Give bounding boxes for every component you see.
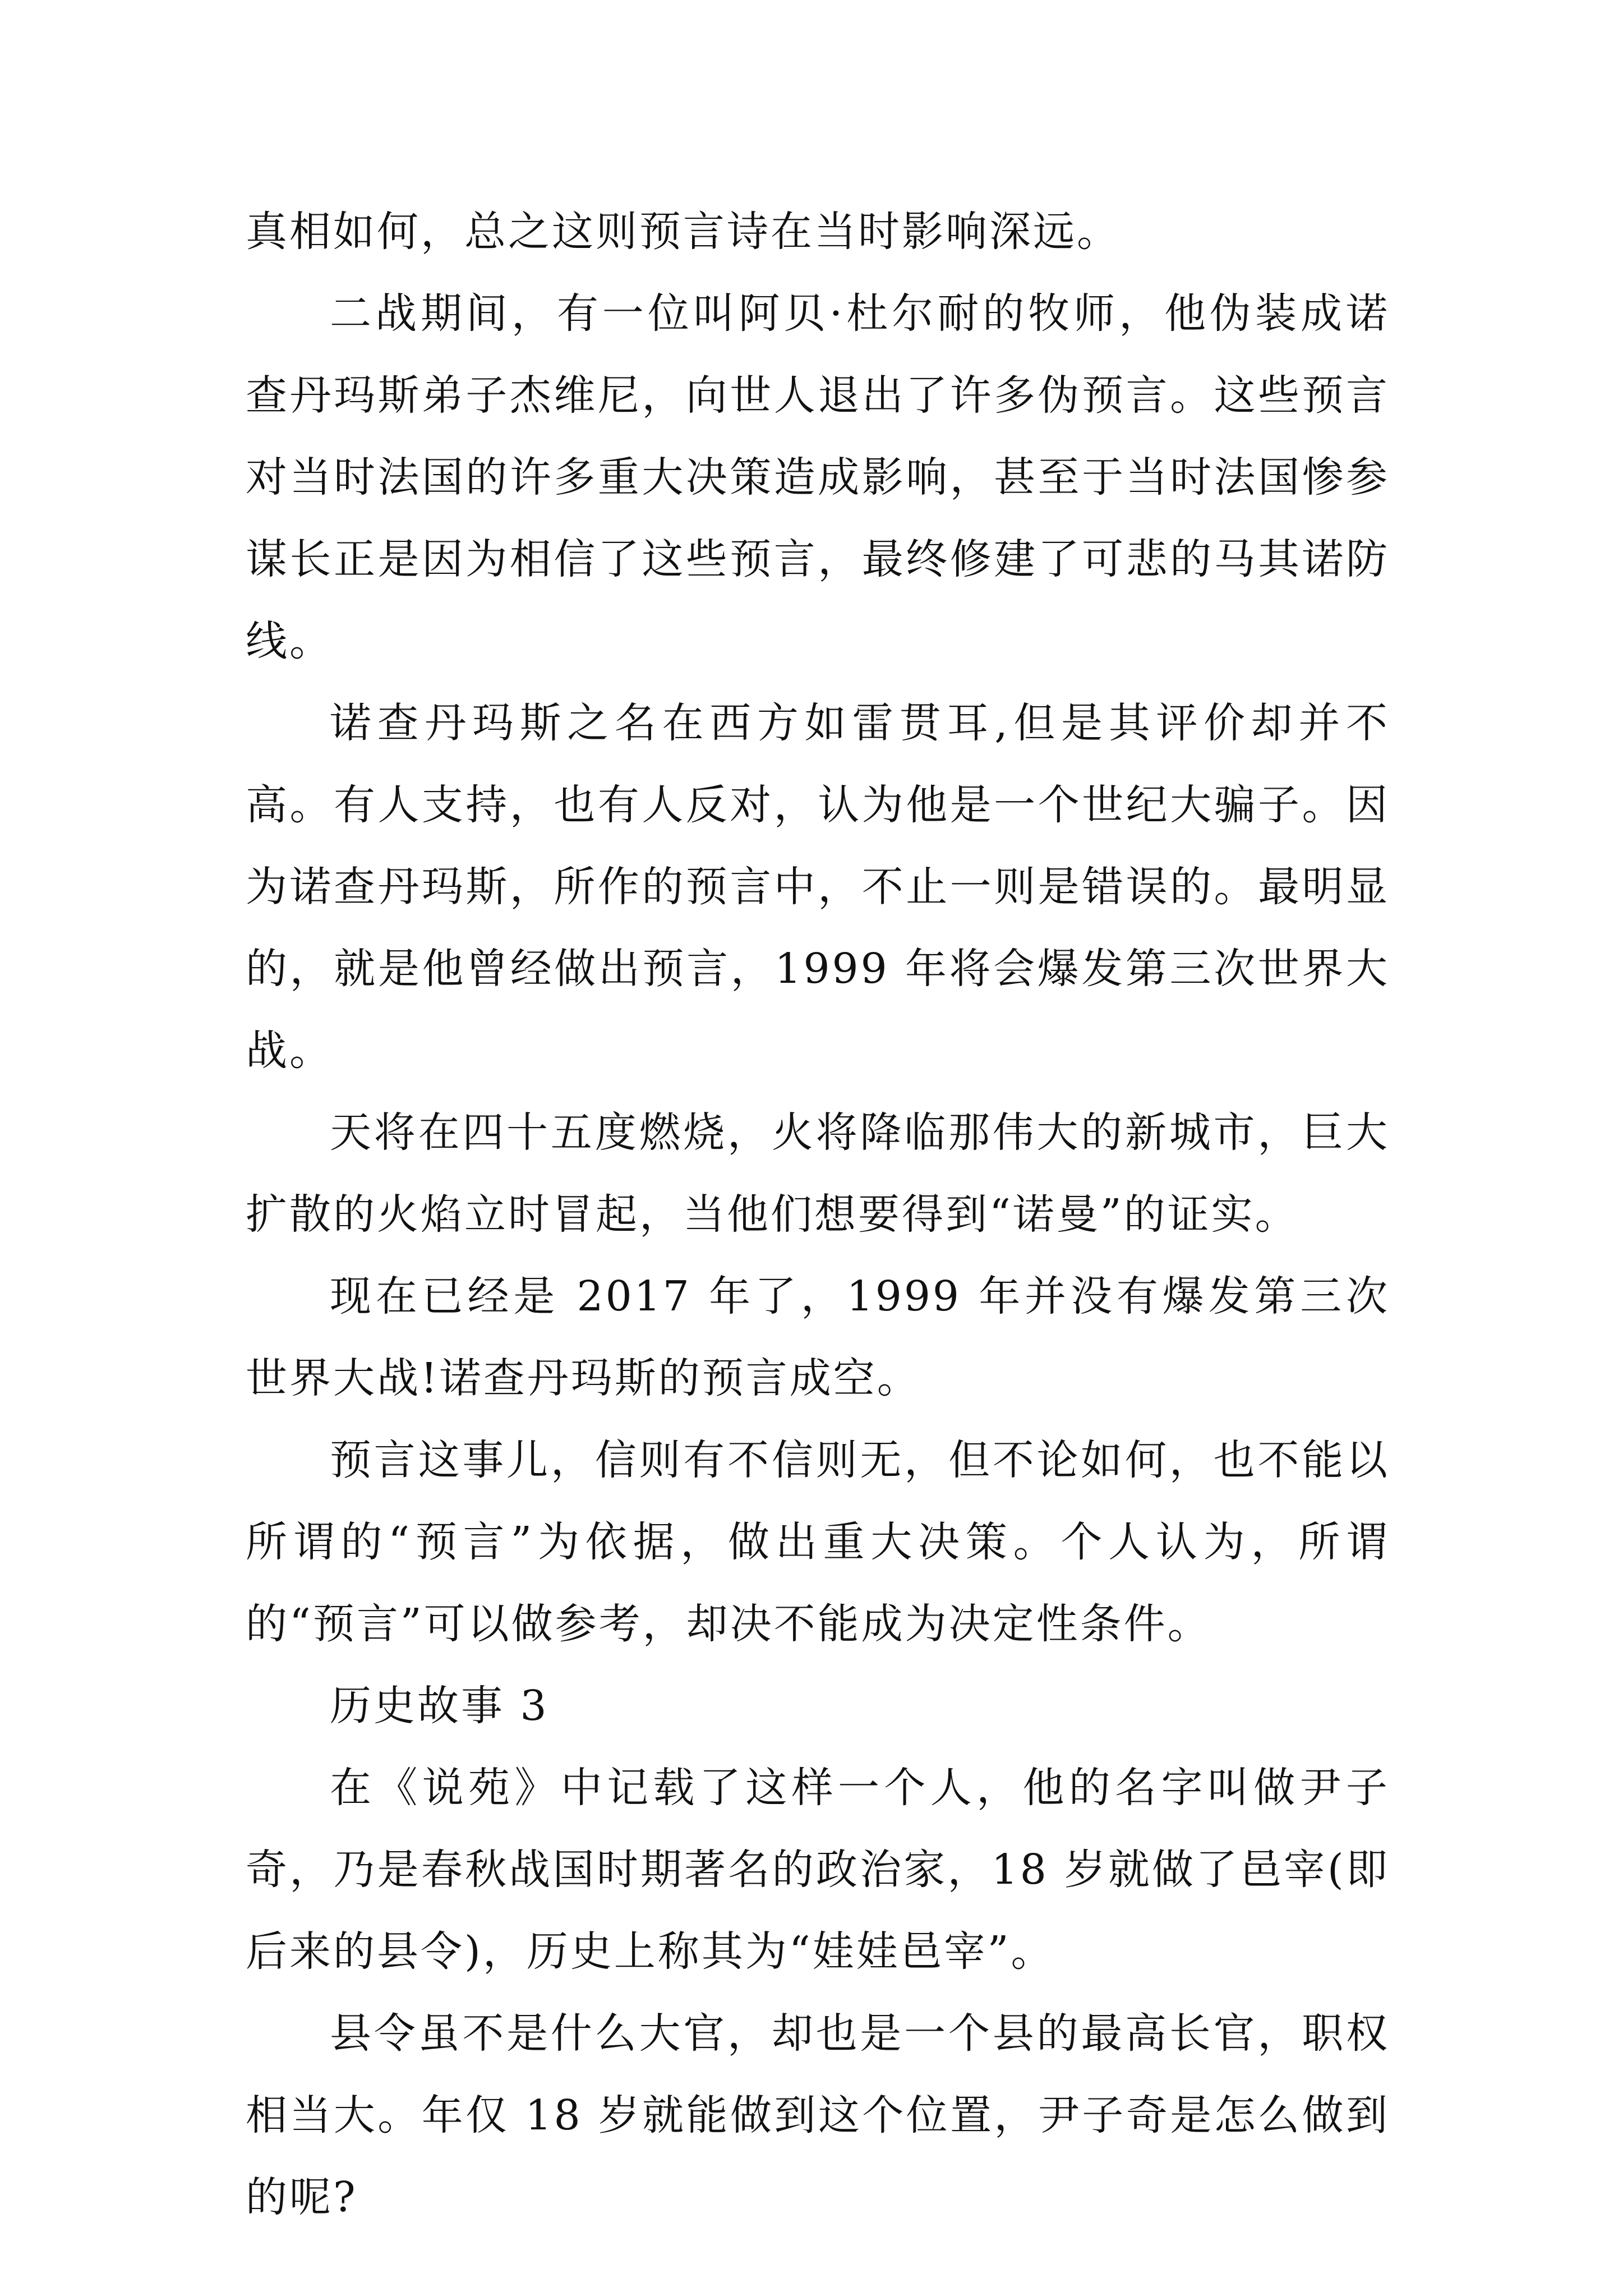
paragraph: 天将在四十五度燃烧，火将降临那伟大的新城市，巨大扩散的火焰立时冒起，当他们想要得到“诺曼”的证实。 <box>246 1108 1390 1239</box>
section-heading: 历史故事 3 <box>330 1682 549 1730</box>
paragraph: 现在已经是 2017 年了，1999 年并没有爆发第三次世界大战!诺查丹玛斯的预言成空。 <box>246 1272 1390 1402</box>
document-body <box>246 191 1390 2238</box>
paragraph: 在《说苑》中记载了这样一个人，他的名字叫做尹子奇，乃是春秋战国时期著名的政治家，18 岁就做了邑宰(即后来的县令)，历史上称其为“娃娃邑宰”。 <box>246 1764 1390 1976</box>
paragraph: 预言这事儿，信则有不信则无，但不论如何，也不能以所谓的“预言”为依据，做出重大决策。个人认为，所谓的“预言”可以做参考，却决不能成为决定性条件。 <box>246 1436 1390 1648</box>
paragraph: 二战期间，有一位叫阿贝·杜尔耐的牧师，他伪装成诺查丹玛斯弟子杰维尼，向世人退出了许多伪预言。这些预言对当时法国的许多重大决策造成影响，甚至于当时法国惨参谋长正是因为相信了这些预言，最终修建了可悲的马其诺防线。 <box>246 289 1390 665</box>
paragraph: 县令虽不是什么大官，却也是一个县的最高长官，职权相当大。年仅 18 岁就能做到这个位置，尹子奇是怎么做到的呢? <box>246 2009 1390 2221</box>
paragraph: 真相如何，总之这则预言诗在当时影响深远。 <box>246 208 1121 256</box>
paragraph: 诺查丹玛斯之名在西方如雷贯耳,但是其评价却并不高。有人支持，也有人反对，认为他是一个世纪大骗子。因为诺查丹玛斯，所作的预言中，不止一则是错误的。最明显的，就是他曾经做出预言，1999 年将会爆发第三次世界大战。 <box>246 699 1390 1075</box>
